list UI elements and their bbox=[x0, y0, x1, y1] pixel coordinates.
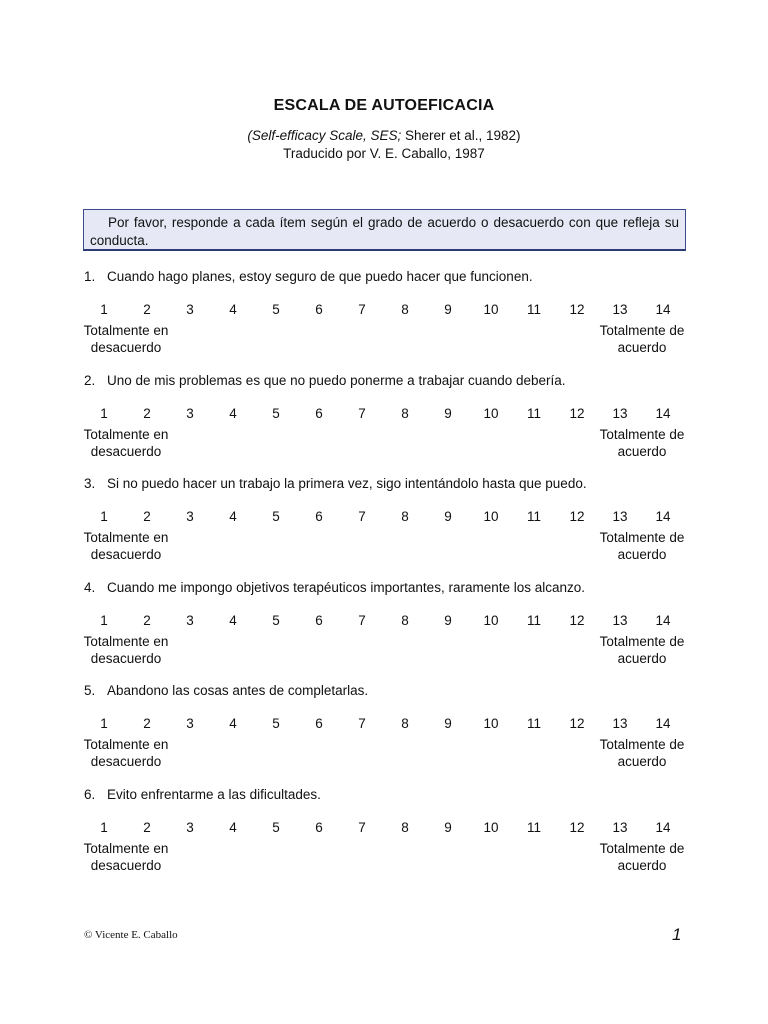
question-number: 3. bbox=[84, 476, 96, 492]
scale-option-2[interactable]: 2 bbox=[143, 716, 151, 732]
scale-option-8[interactable]: 8 bbox=[401, 405, 409, 421]
right-anchor-line1: Totalmente de bbox=[599, 426, 685, 442]
scale-option-2[interactable]: 2 bbox=[143, 820, 151, 835]
scale-option-1[interactable]: 1 bbox=[100, 509, 108, 525]
rating-scale bbox=[0, 820, 768, 840]
scale-option-10[interactable]: 10 bbox=[483, 509, 499, 525]
scale-option-8[interactable]: 8 bbox=[401, 716, 409, 732]
left-anchor-line2: desacuerdo bbox=[90, 547, 162, 563]
right-anchor-label bbox=[594, 529, 690, 563]
question-4 bbox=[84, 580, 585, 595]
left-anchor-label bbox=[80, 736, 172, 770]
scale-option-6[interactable]: 6 bbox=[315, 820, 323, 835]
scale-option-12[interactable]: 12 bbox=[569, 820, 585, 835]
scale-option-13[interactable]: 13 bbox=[612, 509, 628, 525]
scale-option-4[interactable]: 4 bbox=[229, 820, 237, 835]
left-anchor-label bbox=[80, 426, 172, 460]
scale-option-1[interactable]: 1 bbox=[100, 302, 108, 317]
question-6 bbox=[84, 787, 321, 802]
citation-authors: Sherer et al., 1982) bbox=[401, 128, 521, 143]
instructions-box bbox=[83, 209, 686, 251]
left-anchor-line1: Totalmente en bbox=[83, 426, 169, 442]
scale-option-13[interactable]: 13 bbox=[612, 405, 628, 421]
scale-option-7[interactable]: 7 bbox=[358, 820, 366, 835]
left-anchor-line2: desacuerdo bbox=[90, 754, 162, 770]
question-text: Abandono las cosas antes de completarlas. bbox=[107, 683, 369, 699]
right-anchor-line2: acuerdo bbox=[617, 650, 667, 666]
scale-option-2[interactable]: 2 bbox=[143, 612, 151, 628]
right-anchor-line1: Totalmente de bbox=[599, 841, 685, 856]
scale-option-10[interactable]: 10 bbox=[483, 716, 499, 732]
scale-option-14[interactable]: 14 bbox=[655, 509, 671, 525]
scale-name: (Self-efficacy Scale, SES; bbox=[247, 128, 402, 143]
scale-option-12[interactable]: 12 bbox=[569, 405, 585, 421]
page-number: 1 bbox=[672, 925, 682, 944]
scale-option-4[interactable]: 4 bbox=[229, 405, 237, 421]
scale-option-14[interactable]: 14 bbox=[655, 405, 671, 421]
scale-option-9[interactable]: 9 bbox=[444, 612, 452, 628]
page-title: ESCALA DE AUTOEFICACIA bbox=[273, 97, 495, 114]
question-text: Uno de mis problemas es que no puedo ponerme a trabajar cuando debería. bbox=[107, 372, 566, 388]
right-anchor-line2: acuerdo bbox=[617, 547, 667, 563]
scale-option-9[interactable]: 9 bbox=[444, 302, 452, 317]
scale-option-5[interactable]: 5 bbox=[272, 302, 280, 317]
scale-option-8[interactable]: 8 bbox=[401, 509, 409, 525]
scale-option-6[interactable]: 6 bbox=[315, 405, 323, 421]
scale-option-11[interactable]: 11 bbox=[526, 405, 541, 421]
scale-option-11[interactable]: 11 bbox=[526, 612, 541, 628]
left-anchor-label bbox=[80, 840, 172, 874]
scale-option-5[interactable]: 5 bbox=[272, 405, 280, 421]
copyright-footer: © Vicente E. Caballo bbox=[84, 929, 178, 941]
scale-option-13[interactable]: 13 bbox=[612, 302, 628, 317]
scale-option-11[interactable]: 11 bbox=[526, 820, 541, 835]
scale-option-3[interactable]: 3 bbox=[186, 302, 194, 317]
right-anchor-label bbox=[594, 322, 690, 356]
question-text: Cuando me impongo objetivos terapéuticos importantes, raramente los alcanzo. bbox=[107, 579, 586, 595]
rating-scale bbox=[0, 302, 768, 322]
scale-option-5[interactable]: 5 bbox=[272, 509, 280, 525]
scale-option-10[interactable]: 10 bbox=[483, 405, 499, 421]
scale-option-7[interactable]: 7 bbox=[358, 716, 366, 732]
scale-option-8[interactable]: 8 bbox=[401, 820, 409, 835]
scale-option-8[interactable]: 8 bbox=[401, 302, 409, 317]
subtitle bbox=[0, 127, 768, 163]
scale-option-12[interactable]: 12 bbox=[569, 612, 585, 628]
scale-option-6[interactable]: 6 bbox=[315, 302, 323, 317]
left-anchor-line2: desacuerdo bbox=[90, 443, 162, 459]
scale-option-2[interactable]: 2 bbox=[143, 509, 151, 525]
scale-option-12[interactable]: 12 bbox=[569, 509, 585, 525]
question-3 bbox=[84, 476, 587, 491]
scale-option-3[interactable]: 3 bbox=[186, 509, 194, 525]
question-1 bbox=[84, 269, 533, 284]
left-anchor-line1: Totalmente en bbox=[83, 323, 169, 338]
scale-option-11[interactable]: 11 bbox=[526, 302, 541, 317]
scale-option-5[interactable]: 5 bbox=[272, 716, 280, 732]
scale-option-14[interactable]: 14 bbox=[655, 716, 671, 732]
scale-option-1[interactable]: 1 bbox=[100, 820, 108, 835]
scale-option-7[interactable]: 7 bbox=[358, 509, 366, 525]
right-anchor-label bbox=[594, 633, 690, 667]
right-anchor-line1: Totalmente de bbox=[599, 633, 685, 649]
right-anchor-line2: acuerdo bbox=[617, 443, 667, 459]
rating-scale bbox=[0, 406, 768, 426]
scale-option-3[interactable]: 3 bbox=[186, 612, 194, 628]
scale-option-14[interactable]: 14 bbox=[655, 820, 671, 835]
scale-option-1[interactable]: 1 bbox=[100, 612, 108, 628]
scale-option-10[interactable]: 10 bbox=[483, 302, 499, 317]
left-anchor-line2: desacuerdo bbox=[90, 858, 162, 873]
scale-option-6[interactable]: 6 bbox=[315, 509, 323, 525]
left-anchor-line1: Totalmente en bbox=[83, 841, 169, 856]
scale-option-4[interactable]: 4 bbox=[229, 302, 237, 317]
right-anchor-label bbox=[594, 736, 690, 770]
scale-option-6[interactable]: 6 bbox=[315, 612, 323, 628]
left-anchor-label bbox=[80, 633, 172, 667]
scale-option-2[interactable]: 2 bbox=[143, 302, 151, 317]
rating-scale bbox=[0, 613, 768, 633]
scale-option-5[interactable]: 5 bbox=[272, 820, 280, 835]
right-anchor-label bbox=[594, 426, 690, 460]
right-anchor-line1: Totalmente de bbox=[599, 530, 685, 546]
scale-option-6[interactable]: 6 bbox=[315, 716, 323, 732]
rating-scale bbox=[0, 509, 768, 529]
right-anchor-label bbox=[594, 840, 690, 874]
scale-option-9[interactable]: 9 bbox=[444, 820, 452, 835]
scale-option-7[interactable]: 7 bbox=[358, 612, 366, 628]
question-text: Cuando hago planes, estoy seguro de que puedo hacer que funcionen. bbox=[107, 269, 533, 284]
scale-option-12[interactable]: 12 bbox=[569, 302, 585, 317]
left-anchor-line2: desacuerdo bbox=[90, 650, 162, 666]
rating-scale bbox=[0, 716, 768, 736]
scale-option-10[interactable]: 10 bbox=[483, 612, 499, 628]
question-2 bbox=[84, 373, 566, 388]
question-number: 5. bbox=[84, 683, 96, 699]
scale-option-2[interactable]: 2 bbox=[143, 405, 151, 421]
question-text: Si no puedo hacer un trabajo la primera vez, sigo intentándolo hasta que puedo. bbox=[107, 476, 587, 492]
scale-option-4[interactable]: 4 bbox=[229, 716, 237, 732]
scale-option-7[interactable]: 7 bbox=[358, 405, 366, 421]
scale-option-8[interactable]: 8 bbox=[401, 612, 409, 628]
scale-option-9[interactable]: 9 bbox=[444, 509, 452, 525]
scale-option-3[interactable]: 3 bbox=[186, 716, 194, 732]
scale-option-4[interactable]: 4 bbox=[229, 509, 237, 525]
question-number: 6. bbox=[84, 787, 96, 802]
scale-option-13[interactable]: 13 bbox=[612, 612, 628, 628]
question-5 bbox=[84, 683, 368, 698]
translation-credit: Traducido por V. E. Caballo, 1987 bbox=[283, 146, 485, 161]
scale-option-5[interactable]: 5 bbox=[272, 612, 280, 628]
left-anchor-line1: Totalmente en bbox=[83, 633, 169, 649]
scale-option-3[interactable]: 3 bbox=[186, 405, 194, 421]
scale-option-13[interactable]: 13 bbox=[612, 820, 628, 835]
scale-option-10[interactable]: 10 bbox=[483, 820, 499, 835]
question-text: Evito enfrentarme a las dificultades. bbox=[107, 787, 321, 802]
scale-option-11[interactable]: 11 bbox=[526, 509, 541, 525]
question-number: 2. bbox=[84, 372, 96, 388]
right-anchor-line2: acuerdo bbox=[617, 340, 667, 355]
scale-option-4[interactable]: 4 bbox=[229, 612, 237, 628]
left-anchor-label bbox=[80, 529, 172, 563]
scale-option-12[interactable]: 12 bbox=[569, 716, 585, 732]
left-anchor-line2: desacuerdo bbox=[90, 340, 162, 355]
instructions-text: Por favor, responde a cada ítem según el grado de acuerdo o desacuerdo con que refleja su conducta. bbox=[90, 215, 679, 248]
question-number: 1. bbox=[84, 269, 96, 284]
scale-option-1[interactable]: 1 bbox=[100, 405, 108, 421]
source-citation bbox=[0, 127, 768, 145]
question-number: 4. bbox=[84, 579, 96, 595]
scale-option-1[interactable]: 1 bbox=[100, 716, 108, 732]
left-anchor-line1: Totalmente en bbox=[83, 737, 169, 753]
right-anchor-line2: acuerdo bbox=[617, 754, 667, 770]
scale-option-13[interactable]: 13 bbox=[612, 716, 628, 732]
left-anchor-label bbox=[80, 322, 172, 356]
right-anchor-line2: acuerdo bbox=[617, 858, 667, 873]
left-anchor-line1: Totalmente en bbox=[83, 530, 169, 546]
scale-option-9[interactable]: 9 bbox=[444, 716, 452, 732]
scale-option-11[interactable]: 11 bbox=[526, 716, 541, 732]
right-anchor-line1: Totalmente de bbox=[599, 323, 685, 338]
scale-option-14[interactable]: 14 bbox=[655, 302, 671, 317]
scale-option-9[interactable]: 9 bbox=[444, 405, 452, 421]
scale-option-7[interactable]: 7 bbox=[358, 302, 366, 317]
scale-option-14[interactable]: 14 bbox=[655, 612, 671, 628]
scale-option-3[interactable]: 3 bbox=[186, 820, 194, 835]
right-anchor-line1: Totalmente de bbox=[599, 737, 685, 753]
